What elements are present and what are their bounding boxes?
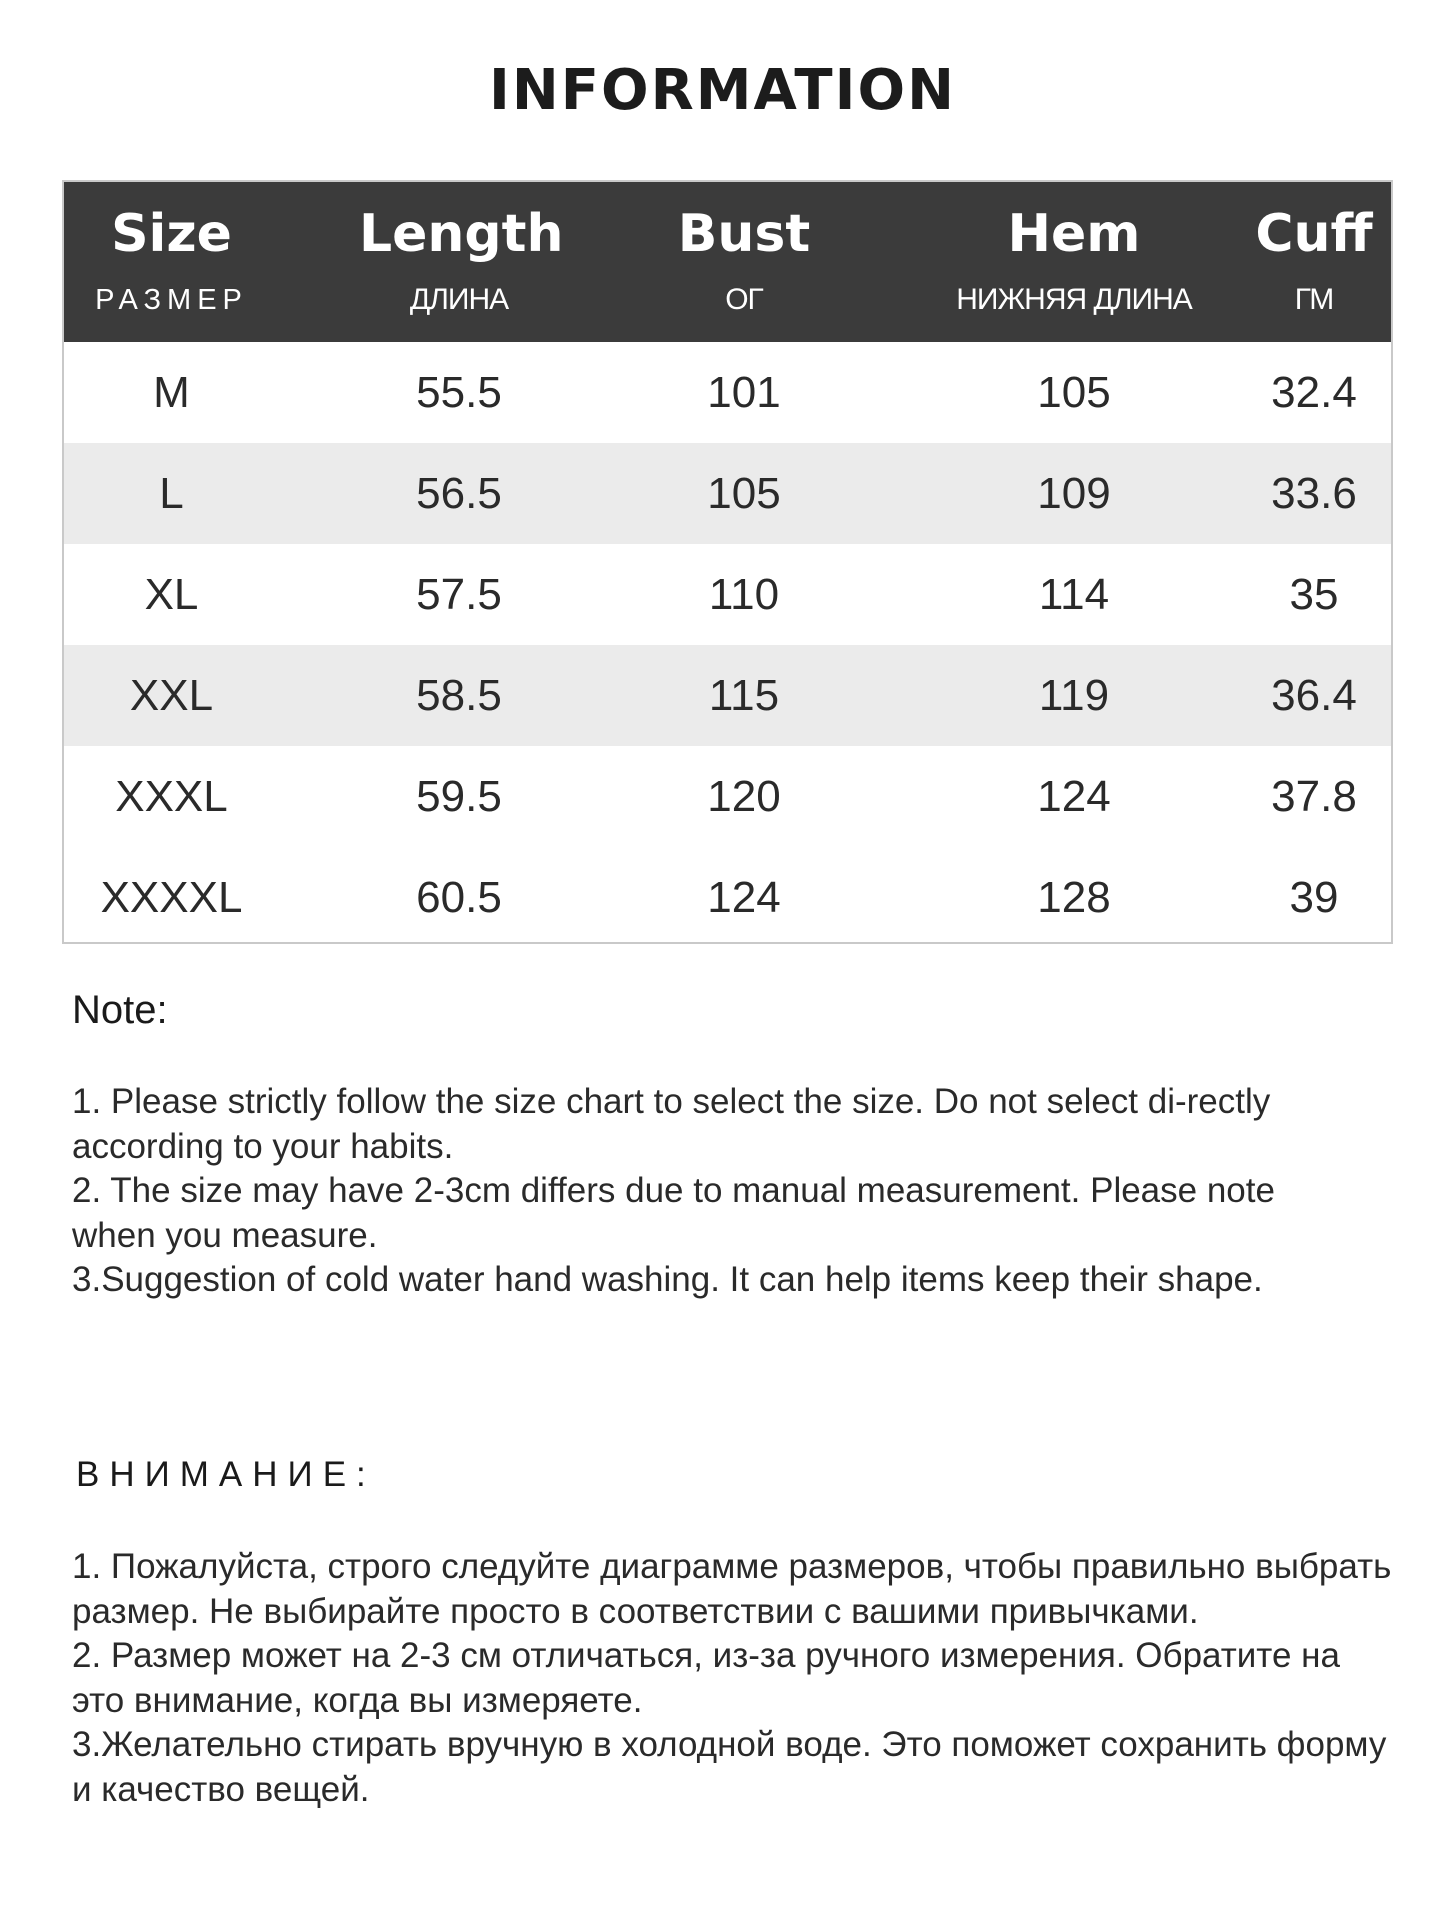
- cell-bust: 115: [708, 671, 780, 720]
- cell-hem: 114: [1038, 570, 1110, 619]
- cell-size: XXL: [129, 671, 214, 720]
- cell-length: 56.5: [416, 469, 502, 518]
- cell-size: M: [153, 368, 190, 417]
- note-item: 3.Suggestion of cold water hand washing. It can help items keep their shape.: [72, 1260, 1263, 1299]
- ru-note-item: 1. Пожалуйста, строго следуйте диаграмме размеров, чтобы правильно выбрать размер. Не выбирайте просто в соответствии с вашими привычками.: [72, 1547, 1392, 1631]
- header-label-ru: РАЗМЕР: [95, 284, 248, 316]
- header-label: Cuff: [1255, 204, 1373, 264]
- page-title: INFORMATION: [489, 58, 956, 123]
- cell-bust: 120: [707, 772, 781, 821]
- cell-hem: 105: [1037, 368, 1111, 417]
- cell-size: XXXL: [115, 772, 228, 821]
- note-heading: Note:: [72, 988, 168, 1032]
- header-cuff: [1234, 182, 1393, 342]
- cell-bust: 105: [707, 469, 781, 518]
- ru-note-item: 3.Желательно стирать вручную в холодной воде. Это поможет сохранить форму и качество вещей.: [72, 1725, 1387, 1809]
- cell-hem: 109: [1037, 469, 1111, 518]
- table-header: [64, 182, 1391, 342]
- size-chart-table: [62, 180, 1393, 944]
- cell-cuff: 33.6: [1271, 469, 1357, 518]
- cell-cuff: 32.4: [1271, 368, 1357, 417]
- cell-cuff: 36.4: [1271, 671, 1357, 720]
- table-row: [64, 443, 1391, 544]
- ru-note-list: [72, 1545, 1392, 1812]
- note-item: 1. Please strictly follow the size chart to select the size. Do not select di-rectly according to your habits.: [72, 1082, 1271, 1166]
- header-label: Hem: [1007, 204, 1141, 264]
- header-label: Length: [359, 204, 564, 264]
- header-label-ru: НИЖНЯЯ ДЛИНА: [956, 283, 1192, 316]
- cell-bust: 124: [707, 873, 781, 922]
- header-label-ru: ДЛИНА: [409, 283, 509, 316]
- cell-cuff: 37.8: [1271, 772, 1357, 821]
- ru-note-heading: ВНИМАНИЕ:: [76, 1455, 376, 1494]
- table-row: [64, 645, 1391, 746]
- header-length: [359, 182, 564, 342]
- table-row: [64, 746, 1391, 847]
- cell-bust: 110: [708, 570, 780, 619]
- cell-length: 60.5: [416, 873, 502, 922]
- cell-bust: 101: [707, 368, 781, 417]
- header-label: Size: [111, 204, 232, 264]
- cell-length: 57.5: [416, 570, 502, 619]
- table-row: [64, 847, 1391, 944]
- cell-hem: 119: [1038, 671, 1110, 720]
- cell-size: XL: [144, 570, 199, 619]
- header-label-ru: ОГ: [725, 283, 763, 316]
- cell-hem: 124: [1037, 772, 1111, 821]
- header-bust: [644, 182, 844, 342]
- cell-length: 58.5: [416, 671, 502, 720]
- cell-length: 55.5: [416, 368, 502, 417]
- cell-hem: 128: [1037, 873, 1111, 922]
- cell-size: XXXXL: [100, 873, 243, 922]
- cell-size: L: [159, 469, 184, 518]
- header-size: [64, 182, 279, 342]
- note-list: [72, 1080, 1362, 1303]
- table-row: [64, 342, 1391, 443]
- header-label: Bust: [677, 204, 811, 264]
- ru-note-item: 2. Размер может на 2-3 см отличаться, из-за ручного измерения. Обратите на это внимание, когда вы измеряете.: [72, 1636, 1340, 1720]
- note-item: 2. The size may have 2-3cm differs due to manual measurement. Please note when you measure.: [72, 1171, 1275, 1255]
- cell-cuff: 39: [1289, 873, 1339, 922]
- header-hem: [934, 182, 1214, 342]
- table-row: [64, 544, 1391, 645]
- header-label-ru: ГМ: [1294, 283, 1334, 316]
- cell-length: 59.5: [416, 772, 502, 821]
- cell-cuff: 35: [1289, 570, 1339, 619]
